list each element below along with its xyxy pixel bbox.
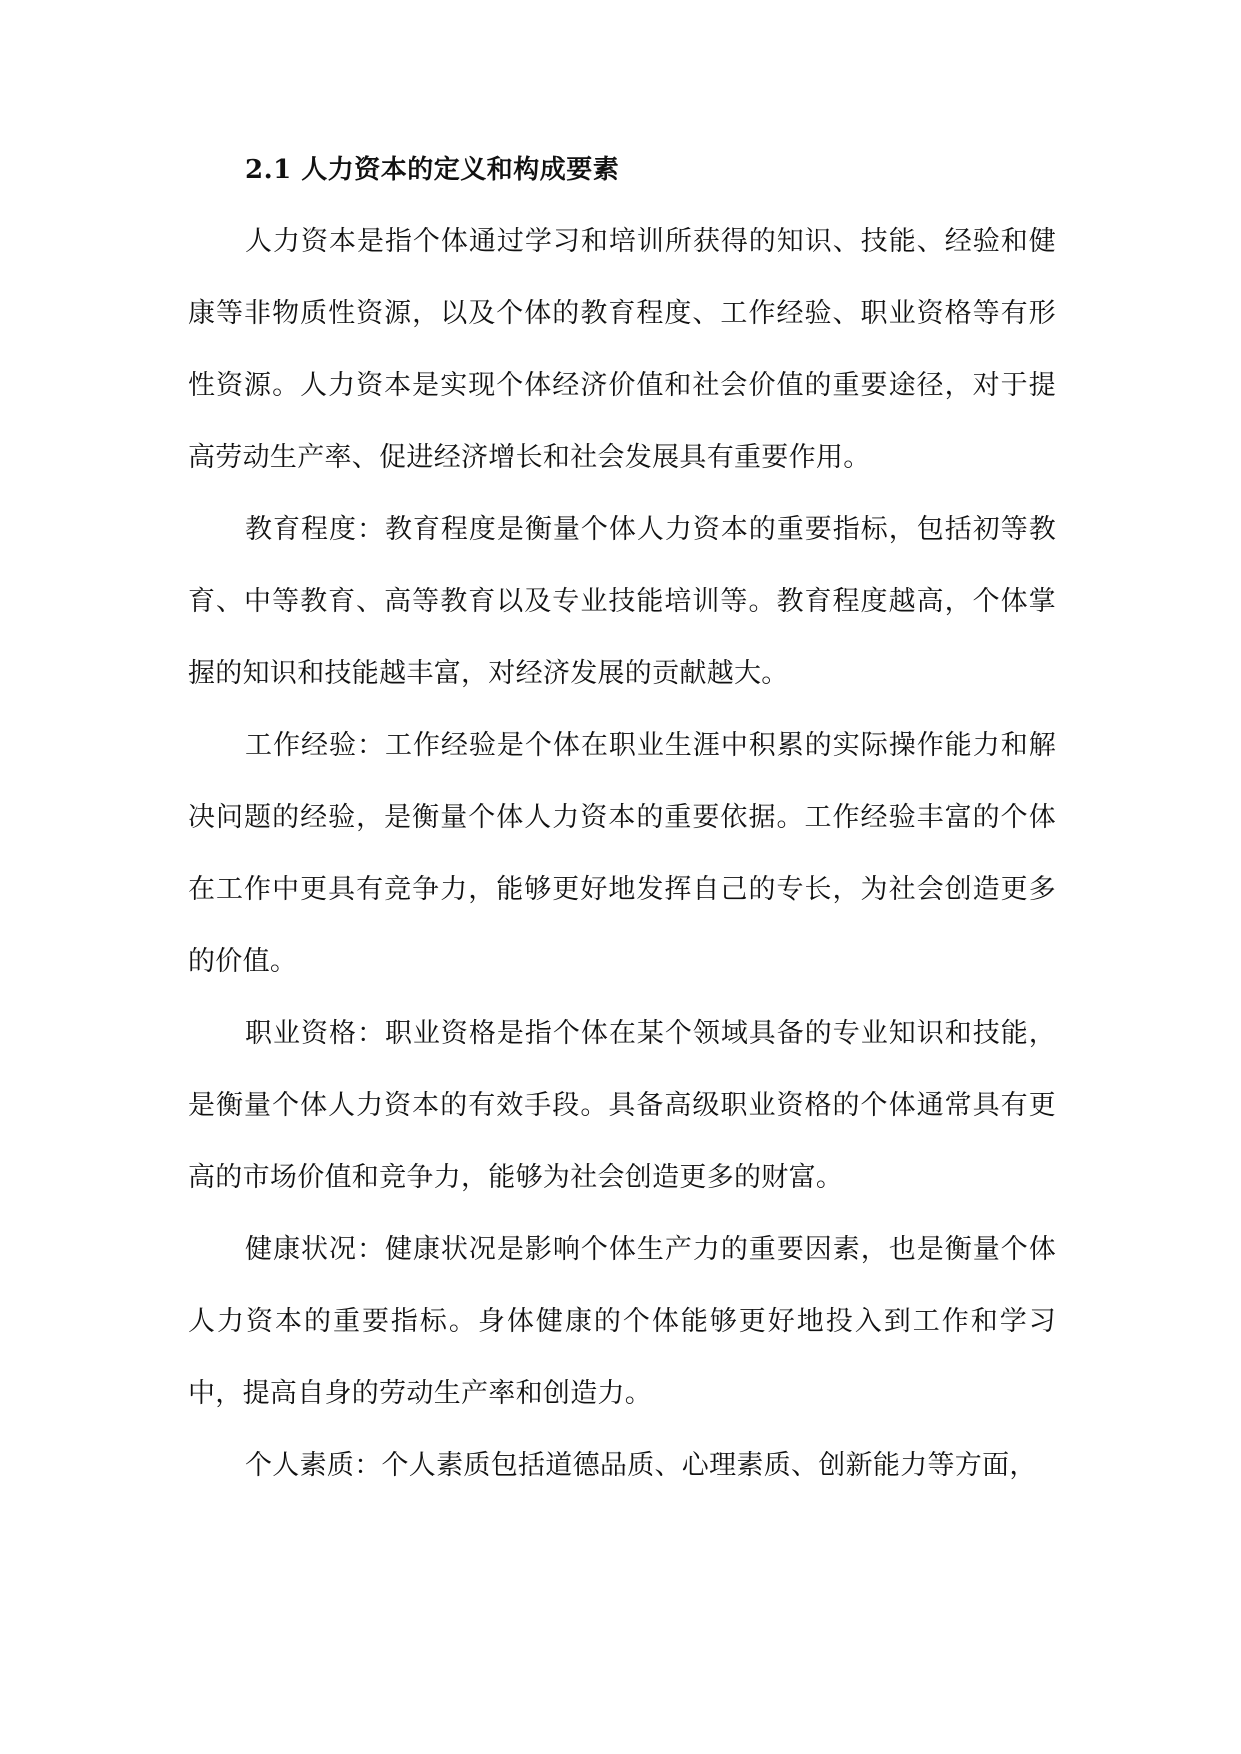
section-heading: 2.1 人力资本的定义和构成要素 — [245, 155, 620, 185]
page-content — [188, 150, 1056, 1502]
paragraph-work-experience: 工作经验：工作经验是个体在职业生涯中积累的实际操作能力和解决问题的经验，是衡量个体人力资本的重要依据。工作经验丰富的个体在工作中更具有竞争力，能够更好地发挥自己的专长，为社会创造更多的价值。 — [188, 730, 1056, 977]
paragraph-personal-quality: 个人素质：个人素质包括道德品质、心理素质、创新能力等方面， — [245, 1450, 1037, 1481]
paragraph-health: 健康状况：健康状况是影响个体生产力的重要因素，也是衡量个体人力资本的重要指标。身体健康的个体能够更好地投入到工作和学习中，提高自身的劳动生产率和创造力。 — [188, 1234, 1056, 1409]
paragraph-qualification: 职业资格：职业资格是指个体在某个领域具备的专业知识和技能，是衡量个体人力资本的有效手段。具备高级职业资格的个体通常具有更高的市场价值和竞争力，能够为社会创造更多的财富。 — [188, 1018, 1056, 1193]
paragraph-definition: 人力资本是指个体通过学习和培训所获得的知识、技能、经验和健康等非物质性资源，以及个体的教育程度、工作经验、职业资格等有形性资源。人力资本是实现个体经济价值和社会价值的重要途径，对于提高劳动生产率、促进经济增长和社会发展具有重要作用。 — [188, 226, 1056, 473]
paragraph-education: 教育程度：教育程度是衡量个体人力资本的重要指标，包括初等教育、中等教育、高等教育以及专业技能培训等。教育程度越高，个体掌握的知识和技能越丰富，对经济发展的贡献越大。 — [188, 514, 1056, 689]
